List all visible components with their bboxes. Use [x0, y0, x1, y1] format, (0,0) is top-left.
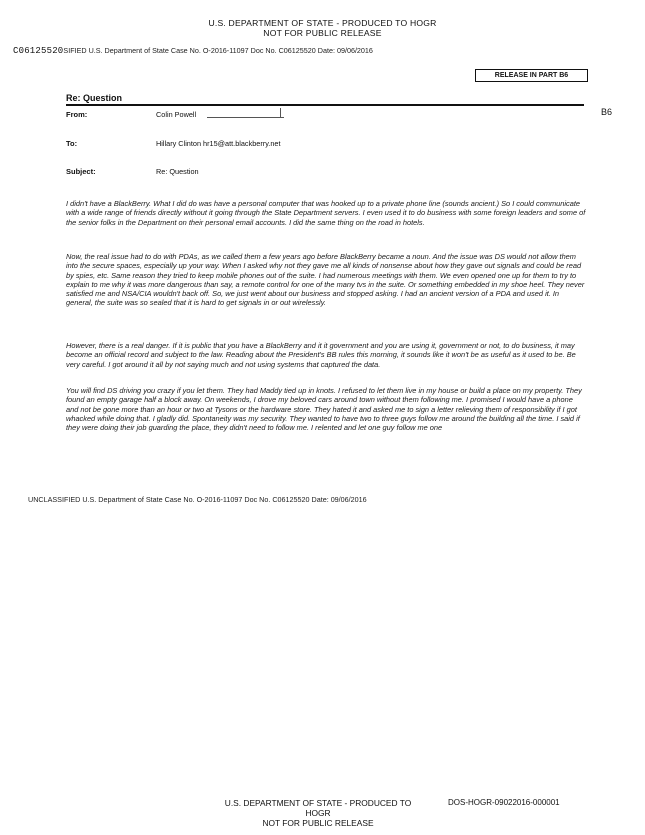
to-label: To:: [66, 139, 78, 148]
redaction-underline: [207, 117, 284, 118]
email-title: Re: Question: [66, 93, 123, 103]
to-value: Hillary Clinton hr15@att.blackberry.net: [156, 139, 281, 148]
footer-release-line: NOT FOR PUBLIC RELEASE: [262, 818, 374, 828]
header-production-line: U.S. DEPARTMENT OF STATE - PRODUCED TO HOGR: [208, 18, 437, 28]
subject-value: Re: Question: [156, 167, 199, 176]
footer-production-line: U.S. DEPARTMENT OF STATE - PRODUCED TO HOGR: [224, 798, 412, 818]
body-paragraph: I didn't have a BlackBerry. What I did do was have a personal computer that was hooked up to a private phone line (sounds ancient.) So I could communicate with a wide range of friends directly without it going through the State Department servers. I even used it to do business with some foreign leaders and some of the senior folks in the Department on their personal email accounts. I did the same thing on the road in hotels.: [66, 199, 586, 227]
footer-production-block: [213, 798, 423, 828]
subject-label: Subject:: [66, 167, 96, 176]
from-label: From:: [66, 110, 88, 119]
redaction-mark: [280, 108, 281, 118]
case-id: C06125520: [13, 46, 64, 56]
header-classification-text: SIFIED U.S. Department of State Case No. O-2016-11097 Doc No. C06125520 Date: 09/06/2016: [63, 46, 373, 55]
body-paragraph: However, there is a real danger. If it is public that you have a BlackBerry and it it government and you are using it, government or not, to do business, it may become an official record and subject to the law. Reading about the President's BB rules this morning, it sounds like it won't be as useful as it used to be. Be very careful. I got around it all by not saying much and not using systems that captured the data.: [66, 341, 576, 369]
release-stamp: RELEASE IN PART B6: [475, 69, 588, 82]
header-classification-row: [13, 40, 373, 58]
body-paragraph: Now, the real issue had to do with PDAs, as we called them a few years ago before BlackBerry became a noun. And the issue was DS would not allow them into the secure spaces, especially up your way. When I asked why not they gave me all kinds of nonsense about how they gave out signals and could be read by spies, etc. Same reason they tried to keep mobile phones out of the suite. I had numerous meetings with them. We even opened one up for them to try to explain to me why it was more dangerous than say, a remote control for one of the many tvs in the suite. Or something embedded in my shoe heel. They never satisfied me and NSA/CIA wouldn't back off. So, we just went about our business and stopped asking. I had an ancient version of a PDA and used it. In general, the suite was so sealed that it is hard to get signals in or out wirelessly.: [66, 252, 585, 308]
from-value: Colin Powell: [156, 110, 197, 119]
bates-number: DOS-HOGR-09022016-000001: [448, 798, 560, 807]
footer-classification-text: UNCLASSIFIED U.S. Department of State Case No. O-2016-11097 Doc No. C06125520 Date: 09/06/2016: [28, 495, 367, 504]
redaction-code: B6: [601, 107, 613, 117]
title-divider: [66, 104, 584, 106]
body-paragraph: You will find DS driving you crazy if you let them. They had Maddy tied up in knots. I refused to let them live in my house or build a place on my property. They found an empty garage half a block away. On weekends, I drove my beloved cars around town without them following me. I promised I would have a phone and not be gone more than an hour or two at Tysons or the hardware store. They hated it and asked me to sign a letter relieving them of responsibility if I got whacked while doing that. I gladly did. Spontaneity was my security. They wanted to have two to three guys follow me around the building all the time. I said if they were doing their job guarding the place, they didn't need to follow me. I relented and let one guy follow me one: [66, 386, 582, 433]
header-release-line: NOT FOR PUBLIC RELEASE: [263, 28, 382, 38]
